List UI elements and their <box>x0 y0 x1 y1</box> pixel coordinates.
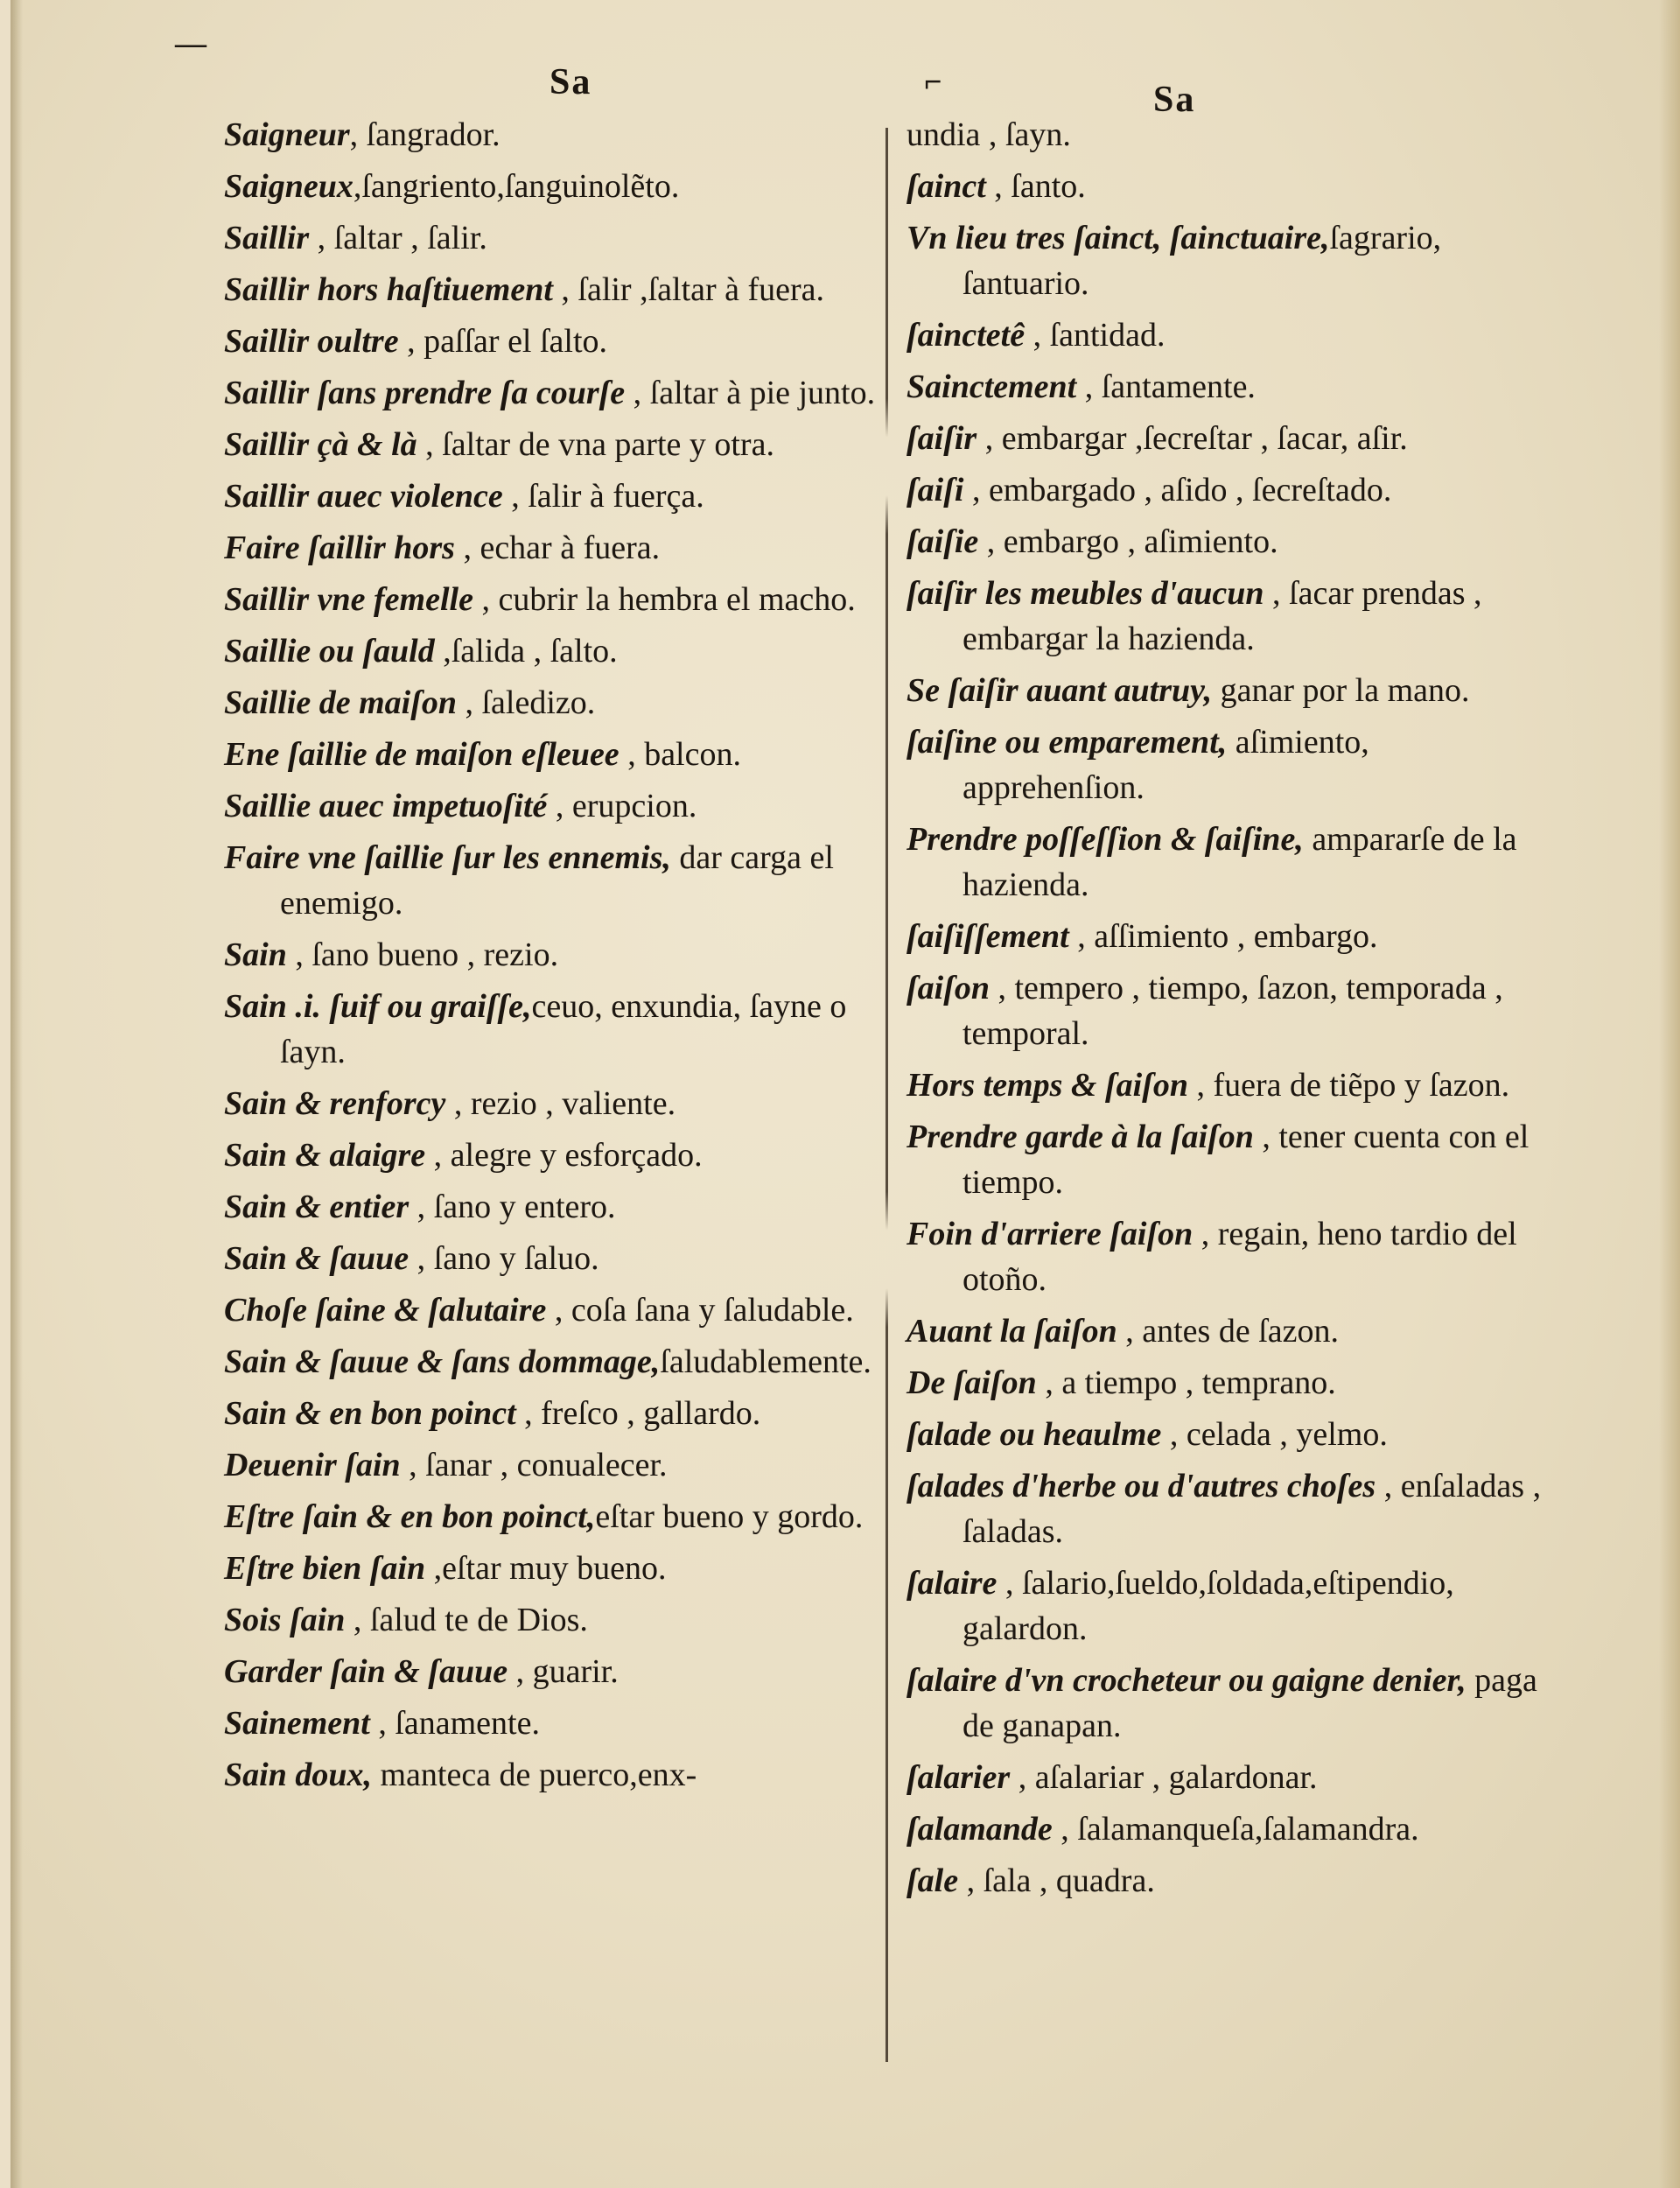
entry-headword: ſainctetê <box>906 317 1026 354</box>
entry-headword: Sain & renforcy <box>224 1085 446 1122</box>
dictionary-entry <box>224 835 880 926</box>
entry-definition: , cubrir la hembra el macho. <box>472 581 856 618</box>
column-rule <box>886 128 888 2062</box>
entry-headword: Saillie ou ſauld <box>224 633 435 670</box>
entry-headword: Sain & en bon poinct <box>224 1395 516 1432</box>
entry-definition: , aſalariar , galardonar. <box>1010 1759 1318 1796</box>
entry-headword: Auant la ſaiſon <box>906 1313 1117 1350</box>
entry-definition: , regain, heno tardio del otoño. <box>962 1216 1517 1298</box>
entry-definition: ampararſe de la hazienda. <box>962 821 1517 903</box>
entry-headword: ſaiſir les meubles d'aucun <box>906 575 1264 612</box>
dictionary-entry <box>906 668 1545 713</box>
entry-definition: , celada , yelmo. <box>1161 1416 1388 1453</box>
entry-definition: , freſco , gallardo. <box>515 1395 761 1432</box>
entry-headword: Eſtre ſain & en bon poinct, <box>224 1498 596 1535</box>
entry-headword: ſaiſir <box>906 420 977 457</box>
entry-headword: Garder ſain & ſauue <box>224 1653 508 1690</box>
dictionary-entry <box>906 1463 1545 1554</box>
entry-definition: , fuera de tiẽpo y ſazon. <box>1187 1067 1510 1104</box>
dictionary-entry <box>224 628 880 674</box>
entry-definition: , ſaltar , ſalir. <box>309 220 487 256</box>
running-head-right: Sa <box>1153 80 1196 120</box>
dictionary-entry <box>906 1755 1545 1800</box>
entry-headword: De ſaiſon <box>906 1364 1037 1401</box>
entry-headword: Sain .i. ſuif ou graiſſe, <box>224 988 532 1025</box>
entry-definition: ,ſangriento,ſanguinolẽto. <box>353 168 680 205</box>
entry-headword: ſaiſiſſement <box>906 918 1069 955</box>
dictionary-entry <box>224 1133 880 1178</box>
entry-headword: ſalamande <box>906 1811 1053 1848</box>
entry-headword: Vn lieu tres ſainct, ſainctuaire, <box>906 220 1330 256</box>
entry-definition: ,eſtar muy bueno. <box>425 1550 667 1587</box>
entry-headword: Saillir <box>224 220 310 256</box>
entry-definition: , ſantidad. <box>1025 317 1166 354</box>
entry-headword: Saillir vne femelle <box>224 581 473 618</box>
printer-mark-right: ⌐ <box>924 64 942 99</box>
page-edge-shadow <box>1659 0 1680 2188</box>
dictionary-entry <box>906 416 1545 461</box>
entry-headword: Eſtre bien ſain <box>224 1550 426 1587</box>
entry-headword: Sois ſain <box>224 1602 346 1638</box>
entry-headword: Sain & alaigre <box>224 1137 426 1174</box>
entry-definition: , rezio , valiente. <box>445 1085 676 1122</box>
entry-definition: ganar por la mano. <box>1212 672 1470 709</box>
entry-headword: Saigneux <box>224 168 354 205</box>
dictionary-entry <box>906 914 1545 959</box>
dictionary-entry <box>224 370 880 416</box>
entry-definition: , ſanto. <box>985 168 1086 205</box>
entry-definition: , ſaltar à pie junto. <box>625 375 876 411</box>
entry-definition: , ſantamente. <box>1076 368 1256 405</box>
entry-definition: , coſa ſana y ſaludable. <box>546 1292 854 1329</box>
dictionary-entry <box>906 719 1545 810</box>
dictionary-entry <box>906 1412 1545 1457</box>
dictionary-entry <box>906 519 1545 565</box>
entry-definition: , ſalario,ſueldo,ſoldada,eſtipendio, galardon. <box>962 1565 1454 1647</box>
entry-definition: , antes de ſazon. <box>1116 1313 1339 1350</box>
entry-headword: Ene ſaillie de maiſon eſleuee <box>224 736 620 773</box>
entry-definition: ſagrario, ſantuario. <box>962 220 1442 302</box>
entry-definition: , ſacar prendas , embargar la hazienda. <box>962 575 1482 657</box>
dictionary-entry <box>906 1560 1545 1652</box>
entry-definition: , embargado , aſido , ſecreſtado. <box>963 472 1392 508</box>
entry-definition: , embargo , aſimiento. <box>978 523 1278 560</box>
dictionary-entry <box>224 984 880 1075</box>
entry-definition: ſaludablemente. <box>660 1343 872 1380</box>
entry-definition: undia , ſayn. <box>906 116 1071 153</box>
entry-definition: , ſalir à fuerça. <box>502 478 704 515</box>
entry-headword: Saillie de maiſon <box>224 684 457 721</box>
entry-headword: Choſe ſaine & ſalutaire <box>224 1292 547 1329</box>
dictionary-entry <box>906 112 1545 158</box>
dictionary-entry <box>224 1701 880 1746</box>
page-gutter-shadow <box>10 0 23 2188</box>
dictionary-entry <box>224 783 880 829</box>
entry-headword: Se ſaiſir auant autruy, <box>906 672 1213 709</box>
dictionary-entry <box>224 1287 880 1333</box>
entry-headword: Foin d'arriere ſaiſon <box>906 1216 1194 1252</box>
entry-headword: Sain <box>224 936 287 973</box>
dictionary-entry <box>906 364 1545 410</box>
entry-definition: , ſalamanqueſa,ſalamandra. <box>1052 1811 1419 1848</box>
dictionary-entry <box>906 312 1545 358</box>
entry-definition: , aſſimiento , embargo. <box>1068 918 1378 955</box>
dictionary-entry <box>224 1081 880 1126</box>
dictionary-entry <box>906 1658 1545 1749</box>
entry-definition: eſtar bueno y gordo. <box>595 1498 864 1535</box>
dictionary-entry <box>224 1546 880 1591</box>
entry-headword: Prendre garde à la ſaiſon <box>906 1119 1254 1155</box>
dictionary-entry <box>224 422 880 467</box>
entry-headword: Saillie auec impetuoſité <box>224 788 548 824</box>
right-column <box>906 112 1545 1910</box>
dictionary-entry <box>906 1114 1545 1205</box>
dictionary-entry <box>224 1442 880 1488</box>
entry-headword: ſaiſi <box>906 472 964 508</box>
entry-headword: ſale <box>906 1862 959 1899</box>
dictionary-entry <box>906 1211 1545 1302</box>
entry-definition: manteca de puerco,enx- <box>371 1757 697 1793</box>
entry-headword: ſaiſine ou emparement, <box>906 724 1228 761</box>
dictionary-entry <box>224 1597 880 1643</box>
entry-definition: aſimiento, apprehenſion. <box>962 724 1369 806</box>
entry-headword: ſalades d'herbe ou d'autres choſes <box>906 1468 1376 1504</box>
entry-headword: Saillir oultre <box>224 323 399 360</box>
dictionary-entry <box>224 732 880 777</box>
entry-definition: , ſano y ſaluo. <box>409 1240 599 1277</box>
entry-headword: Faire vne ſaillie ſur les ennemis, <box>224 839 671 876</box>
entry-definition: , ſalud te de Dios. <box>345 1602 588 1638</box>
dictionary-entry <box>224 680 880 726</box>
dictionary-entry <box>906 1360 1545 1406</box>
dictionary-entry <box>224 1184 880 1230</box>
entry-definition: , ſanamente. <box>369 1705 540 1742</box>
entry-headword: Prendre poſſeſſion & ſaiſine, <box>906 821 1304 858</box>
entry-definition: , a tiempo , temprano. <box>1036 1364 1336 1401</box>
dictionary-entry <box>224 1339 880 1385</box>
entry-headword: ſainct <box>906 168 986 205</box>
entry-definition: dar carga el enemigo. <box>280 839 834 922</box>
dictionary-entry <box>906 571 1545 662</box>
entry-headword: Hors temps & ſaiſon <box>906 1067 1188 1104</box>
entry-definition: , balcon. <box>619 736 741 773</box>
printer-mark-left: — <box>175 25 206 60</box>
entry-definition: ,ſalida , ſalto. <box>434 633 618 670</box>
entry-definition: , ſaledizo. <box>457 684 596 721</box>
dictionary-entry <box>224 577 880 622</box>
entry-definition: , paſſar el ſalto. <box>398 323 608 360</box>
dictionary-entry <box>906 1308 1545 1354</box>
entry-definition: , ſangrador. <box>349 116 500 153</box>
entry-headword: Saillir çà & là <box>224 426 417 463</box>
dictionary-entry <box>224 215 880 261</box>
entry-definition: , ſalir ,ſaltar à fuera. <box>552 271 825 308</box>
entry-definition: , ſano bueno , rezio. <box>286 936 559 973</box>
entry-definition: , ſano y entero. <box>409 1189 616 1225</box>
entry-headword: Deuenir ſain <box>224 1447 401 1483</box>
entry-definition: ceuo, enxundia, ſayne o ſayn. <box>280 988 847 1070</box>
entry-definition: , ſanar , conualecer. <box>400 1447 668 1483</box>
entry-headword: Sainement <box>224 1705 370 1742</box>
entry-headword: Saillir hors haſtiuement <box>224 271 553 308</box>
entry-headword: Faire ſaillir hors <box>224 529 455 566</box>
entry-definition: , tempero , tiempo, ſazon, temporada , temporal. <box>962 970 1503 1052</box>
entry-definition: , embargar ,ſecreſtar , ſacar, aſir. <box>976 420 1408 457</box>
dictionary-entry <box>906 215 1545 306</box>
dictionary-entry <box>224 1494 880 1539</box>
dictionary-entry <box>224 267 880 312</box>
dictionary-entry <box>224 112 880 158</box>
dictionary-entry <box>906 467 1545 513</box>
entry-headword: ſalaire <box>906 1565 998 1602</box>
entry-headword: Sainctement <box>906 368 1077 405</box>
entry-definition: , guarir. <box>508 1653 619 1690</box>
left-column <box>224 112 880 1804</box>
dictionary-entry <box>906 817 1545 908</box>
entry-definition: , tener cuenta con el tiempo. <box>962 1119 1530 1201</box>
dictionary-entry <box>224 932 880 978</box>
entry-headword: Sain & entier <box>224 1189 410 1225</box>
entry-definition: , alegre y esforçado. <box>425 1137 703 1174</box>
entry-headword: Saillir ſans prendre ſa courſe <box>224 375 626 411</box>
dictionary-entry <box>224 164 880 209</box>
entry-headword: ſaiſie <box>906 523 979 560</box>
entry-headword: Saigneur <box>224 116 350 153</box>
running-head-left: Sa <box>550 62 592 102</box>
entry-headword: ſaiſon <box>906 970 990 1006</box>
dictionary-entry <box>906 1062 1545 1108</box>
dictionary-entry <box>224 1391 880 1436</box>
entry-headword: Sain doux, <box>224 1757 372 1793</box>
entry-headword: Sain & ſauue & ſans dommage, <box>224 1343 661 1380</box>
dictionary-entry <box>906 164 1545 209</box>
dictionary-entry <box>224 1649 880 1694</box>
dictionary-entry <box>906 1858 1545 1904</box>
entry-definition: , ſaltar de vna parte y otra. <box>416 426 774 463</box>
entry-headword: ſalaire d'vn crocheteur ou gaigne denier, <box>906 1662 1466 1699</box>
dictionary-entry <box>224 525 880 571</box>
dictionary-entry <box>906 1806 1545 1852</box>
entry-definition: , echar à fuera. <box>454 529 661 566</box>
entry-definition: , ſala , quadra. <box>958 1862 1155 1899</box>
dictionary-entry <box>224 1752 880 1798</box>
entry-headword: ſalarier <box>906 1759 1011 1796</box>
entry-definition: , erupcion. <box>547 788 697 824</box>
dictionary-entry <box>906 965 1545 1056</box>
dictionary-entry <box>224 319 880 364</box>
entry-definition: , enſaladas , ſaladas. <box>962 1468 1542 1550</box>
entry-headword: ſalade ou heaulme <box>906 1416 1162 1453</box>
entry-definition: paga de ganapan. <box>962 1662 1537 1744</box>
entry-headword: Sain & ſauue <box>224 1240 410 1277</box>
dictionary-entry <box>224 1236 880 1281</box>
entry-headword: Saillir auec violence <box>224 478 503 515</box>
dictionary-entry <box>224 473 880 519</box>
